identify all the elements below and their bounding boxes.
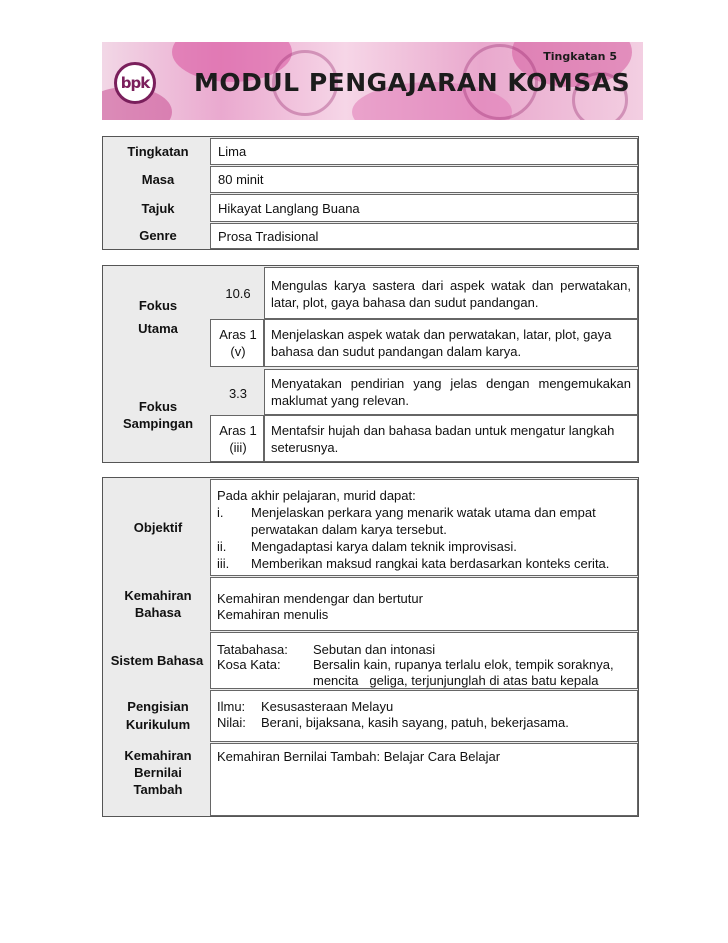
aras-desc-line: bahasa dan sudut pandangan dalam karya. (271, 344, 522, 359)
header-banner (102, 42, 643, 120)
fokus-code-cell (210, 369, 264, 415)
fokus-desc-line: latar, plot, gaya bahasa dan sudut pandangan. (271, 295, 539, 310)
kbt-label-line: Tambah (133, 781, 183, 797)
aras-desc-cell (264, 319, 638, 367)
fokus-utama-label-line: Utama (138, 321, 178, 336)
info-value-cell (210, 138, 638, 165)
info-value-cell (210, 223, 638, 249)
details-table (102, 477, 639, 817)
fokus-sampingan-label-line: Fokus (138, 399, 178, 414)
fokus-desc-cell (264, 369, 638, 415)
fokus-table (102, 265, 639, 463)
objektif-item-num: ii. (217, 539, 227, 554)
pengisian-cell (210, 690, 638, 742)
objektif-item-text: Memberikan maksud rangkai kata berdasarkan konteks cerita. (251, 556, 610, 571)
fokus-sampingan-label-line: Sampingan (122, 416, 194, 431)
sistem-bahasa-cell (210, 632, 638, 689)
aras-desc-line: seterusnya. (271, 440, 339, 455)
kbt-text-label: Kemahiran Bernilai Tambah: (217, 749, 381, 764)
info-value: Prosa Tradisional (218, 229, 319, 244)
info-value: 80 minit (218, 172, 264, 187)
fokus-code-cell (210, 267, 264, 319)
info-label: Tingkatan (127, 143, 189, 159)
bpk-logo (114, 62, 156, 104)
banner-title: MODUL PENGAJARAN KOMSAS (194, 68, 631, 97)
aras-desc-cell (264, 415, 638, 462)
aras-label: Aras 1 (219, 423, 257, 438)
aras-sub: (iii) (229, 440, 247, 455)
kbt-text-value: Belajar Cara Belajar (383, 749, 501, 764)
info-table (102, 136, 639, 250)
aras-desc-line: Menjelaskan aspek watak dan perwatakan, latar, plot, gaya (271, 327, 612, 342)
kbt-label-line: Kemahiran (124, 747, 192, 763)
fokus-desc-line: maklumat yang relevan. (271, 393, 410, 408)
kbt-cell (210, 743, 638, 816)
tatabahasa-value: Sebutan dan intonasi (313, 642, 436, 657)
info-value: Lima (218, 144, 247, 159)
fokus-code: 10.6 (225, 286, 251, 301)
ilmu-label: Ilmu: (217, 699, 246, 714)
fokus-sampingan-label (107, 368, 209, 462)
banner-badge: Tingkatan 5 (543, 50, 617, 63)
fokus-utama-label-line: Fokus (138, 298, 178, 313)
kemahiran-bahasa-cell (210, 577, 638, 631)
objektif-item-num: iii. (217, 556, 230, 571)
aras-cell (210, 415, 264, 462)
fokus-desc-cell (264, 267, 638, 319)
objektif-cell (210, 479, 638, 576)
aras-sub: (v) (230, 344, 246, 359)
objektif-label: Objektif (133, 519, 183, 535)
info-label: Masa (141, 172, 175, 187)
info-value: Hikayat Langlang Buana (218, 201, 360, 216)
kosakata-label: Kosa Kata: (217, 657, 281, 672)
aras-cell (210, 319, 264, 367)
fokus-desc-line: Mengulas karya sastera dari aspek watak dan perwatakan, (271, 278, 631, 293)
kemahiran-bahasa-label-line: Kemahiran (124, 587, 192, 603)
kbt-label-line: Bernilai (134, 764, 182, 780)
objektif-intro: Pada akhir pelajaran, murid dapat: (217, 488, 416, 503)
info-value-cell (210, 194, 638, 222)
objektif-item-text: Menjelaskan perkara yang menarik watak utama dan empat (251, 505, 596, 520)
pengisian-label-line: Pengisian (127, 699, 189, 714)
fokus-utama-label (107, 266, 209, 368)
ilmu-value: Kesusasteraan Melayu (261, 699, 394, 714)
info-label: Genre (139, 228, 177, 243)
objektif-item-num: i. (217, 505, 224, 520)
tatabahasa-label: Tatabahasa: (217, 642, 288, 657)
nilai-value: Berani, bijaksana, kasih sayang, patuh, bekerjasama. (261, 715, 569, 730)
aras-desc-line: Mentafsir hujah dan bahasa badan untuk mengatur langkah (271, 423, 615, 438)
pengisian-label-line: Kurikulum (125, 717, 191, 732)
kbt-text (217, 748, 500, 765)
info-value-cell (210, 166, 638, 193)
objektif-item-text: perwatakan dalam karya tersebut. (251, 522, 447, 537)
kosakata-value: mencita geliga, terjunjunglah di atas batu kepala (313, 673, 599, 688)
fokus-code: 3.3 (228, 386, 248, 401)
pengisian-label (107, 689, 209, 742)
kemahiran-bahasa-label-line: Bahasa (134, 604, 182, 620)
kosakata-value: Bersalin kain, rupanya terlalu elok, tempik soraknya, (313, 657, 614, 672)
kemahiran-bahasa-label (107, 576, 209, 631)
sistem-bahasa-label: Sistem Bahasa (110, 652, 204, 668)
kemahiran-bahasa-line: Kemahiran mendengar dan bertutur (217, 591, 423, 606)
logo-text: bpk (120, 74, 150, 92)
kbt-label (107, 742, 209, 802)
objektif-item-text: Mengadaptasi karya dalam teknik improvisasi. (251, 539, 517, 554)
info-label: Tajuk (141, 200, 175, 216)
fokus-desc-line: Menyatakan pendirian yang jelas dengan mengemukakan (271, 376, 631, 391)
aras-label: Aras 1 (219, 327, 257, 342)
kemahiran-bahasa-line: Kemahiran menulis (217, 607, 329, 622)
nilai-label: Nilai: (217, 715, 246, 730)
